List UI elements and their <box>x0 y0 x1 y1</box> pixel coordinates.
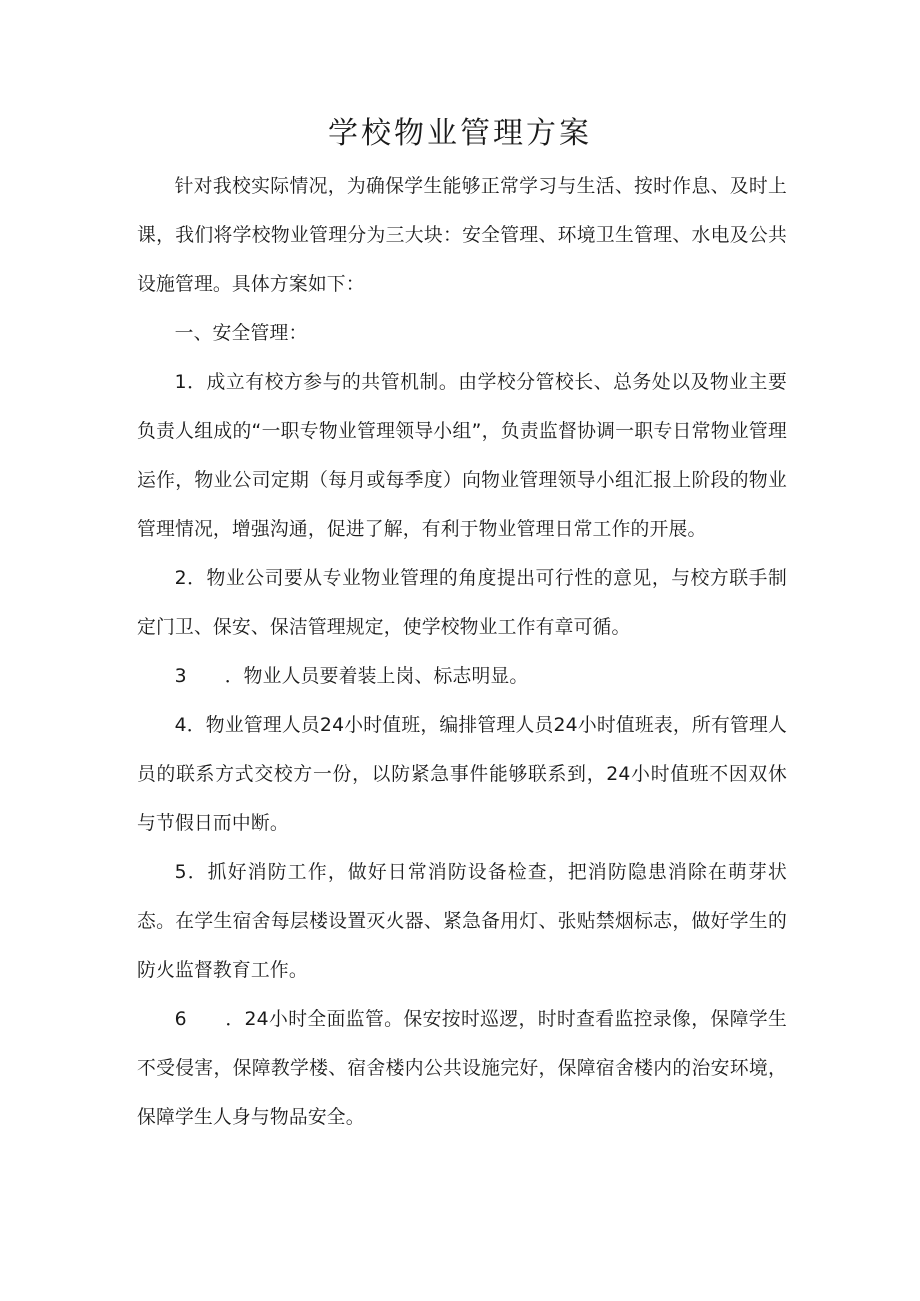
paragraph-item-4: 4．物业管理人员24小时值班，编排管理人员24小时值班表，所有管理人员的联系方式交校方一份，以防紧急事件能够联系到，24小时值班不因双休与节假日而中断。 <box>137 715 787 834</box>
paragraph-section-heading: 一、安全管理： <box>174 323 308 344</box>
paragraph-item-6: 6 ．24小时全面监管。保安按时巡逻，时时查看监控录像，保障学生不受侵害，保障教学楼、宿舍楼内公共设施完好，保障宿舍楼内的治安环境，保障学生人身与物品安全。 <box>137 1009 787 1128</box>
paragraph-item-3: 3 ．物业人员要着装上岗、标志明显。 <box>174 666 529 687</box>
paragraph-item-5: 5．抓好消防工作，做好日常消防设备检查，把消防隐患消除在萌芽状态。在学生宿舍每层楼设置灭火器、紧急备用灯、张贴禁烟标志，做好学生的防火监督教育工作。 <box>137 862 787 981</box>
paragraph-item-2: 2．物业公司要从专业物业管理的角度提出可行性的意见，与校方联手制定门卫、保安、保洁管理规定，使学校物业工作有章可循。 <box>137 568 787 638</box>
document-body <box>137 162 787 1142</box>
document-title: 学校物业管理方案 <box>328 116 592 151</box>
paragraph-item-1: 1．成立有校方参与的共管机制。由学校分管校长、总务处以及物业主要负责人组成的“一职专物业管理领导小组”，负责监督协调一职专日常物业管理运作，物业公司定期（每月或每季度）向物业管理领导小组汇报上阶段的物业管理情况，增强沟通，促进了解，有利于物业管理日常工作的开展。 <box>137 372 787 540</box>
paragraph-intro: 针对我校实际情况，为确保学生能够正常学习与生活、按时作息、及时上课，我们将学校物业管理分为三大块：安全管理、环境卫生管理、水电及公共设施管理。具体方案如下： <box>137 176 787 295</box>
